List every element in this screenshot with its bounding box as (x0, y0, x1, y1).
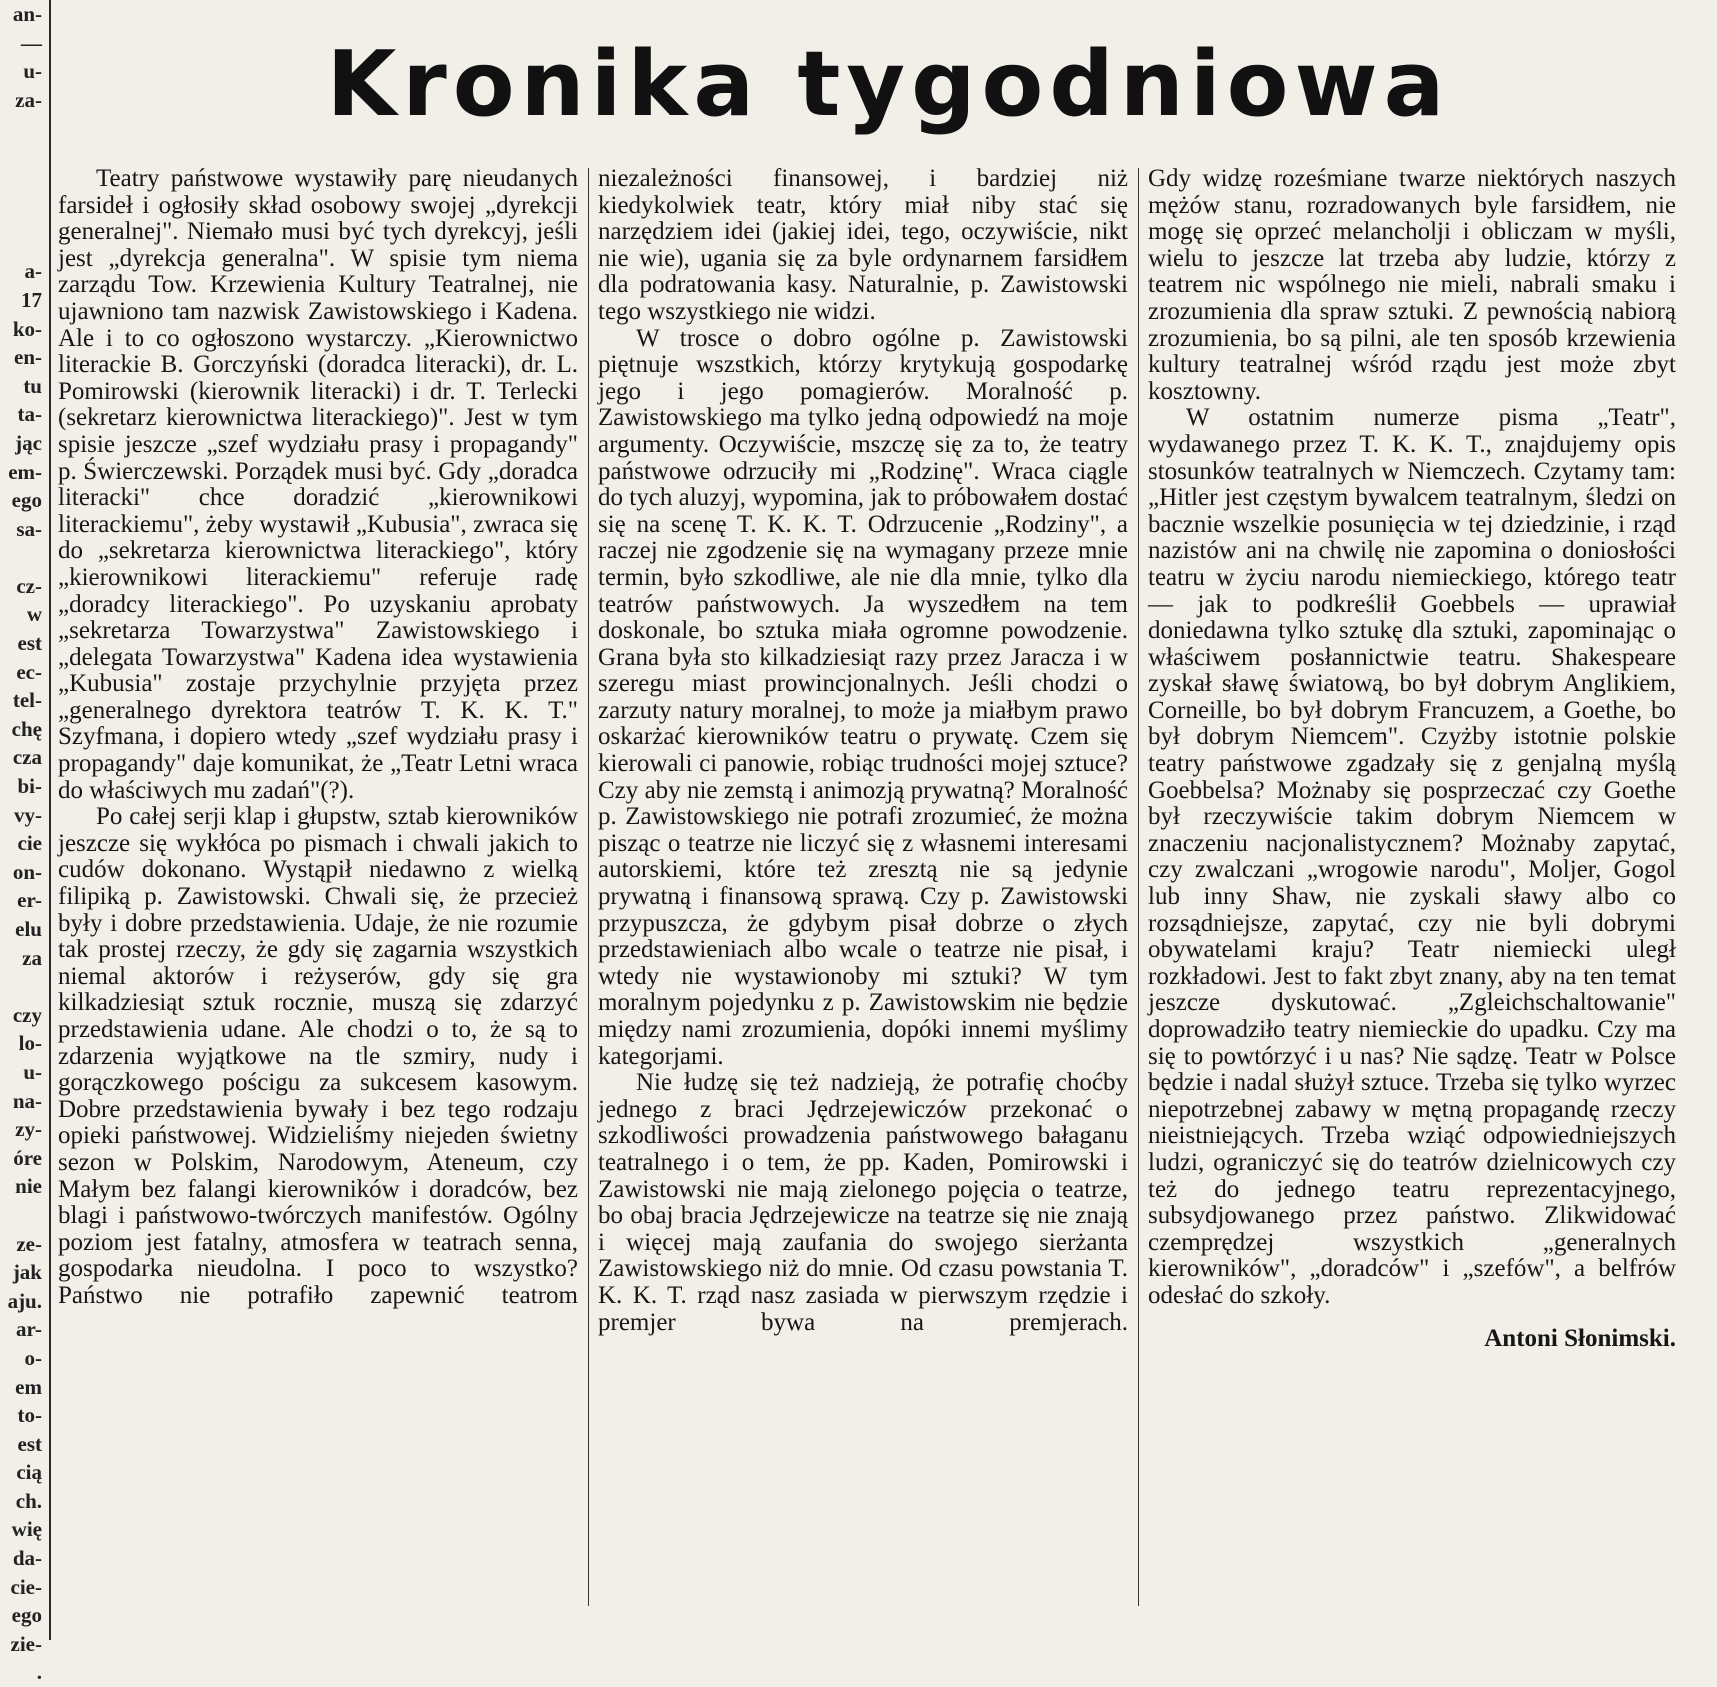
fragment-line: za (22, 945, 42, 970)
paragraph: Po całej serji klap i głupstw, sztab kierowników jeszcze się wykłóca po pismach i chwali jakich to cudów dokonano. Wystąpił niedawno z wielką filipiką p. Zawistowski. Chwali się, że przecież były i dobre przedstawienia. Udaje, że nie rozumie tak prostej rzeczy, że gdy się zagarnia wszystkich niemal aktorów i reżyserów, gdy się gra kilkadziesiąt sztuk rocznie, muszą się zdarzyć przedstawienia udane. Ale chodzi o to, że są to zdarzenia wyjątkowe na tle szmiry, nudy i gorączkowego pościgu za sukcesem kasowym. Dobre przedstawienia bywały i bez tego rodzaju opieki państwowej. Widzieliśmy niejeden świetny sezon w Polskim, Narodowym, Ateneum, czy Małym bez falangi kierowników i doradców, bez blagi i państwowo-twórczych manifestów. Ogólny poziom jest fatalny, atmosfera w teatrach senna, gospodarka nieudolna. I poco to wszystko? Państwo nie potrafiło zapewnić teatrom (58, 803, 578, 1309)
fragment-line: est (17, 1431, 42, 1456)
fragment-line: 17 (21, 287, 42, 312)
fragment-line (0, 972, 44, 1001)
fragment-line: . (36, 1660, 42, 1685)
fragment-line: czy (12, 1002, 42, 1027)
paragraph: niezależności finansowej, i bardziej niż kiedykolwiek teatr, który miał niby stać się narzędziem idei (jakiej idei, tego, oczywiście, nikt nie wie), ugania się za byle ordynarnem farsidłem dla podratowania kasy. Naturalnie, p. Zawistowski tego wszystkiego nie widzi. (598, 165, 1128, 325)
paragraph: Teatry państwowe wystawiły parę nieudanych farsideł i ogłosiły skład osobowy swojej „dyrekcji generalnej". Niemało musi być tych dyrekcyj, jeśli jest „dyrekcja generalna". W spisie tym niema zarządu Tow. Krzewienia Kultury Teatralnej, nie ujawniono tam nazwisk Zawistowskiego i Kadena. Ale i to co ogłoszono wystarczy. „Kierownictwo literackie B. Gorczyński (doradca literacki), dr. L. Pomirowski (kierownik literacki) i dr. T. Terlecki (sekretarz kierownictwa literackiego)". Jest w tym spisie jeszcze „szef wydziału prasy i propagandy" p. Świerczewski. Porządek musi być. Gdy „doradca literacki" chce doradzić „kierownikowi literackiemu", żeby wystawił „Kubusia", zwraca się do „sekretarza kierownictwa literackiego", który „kierownikowi literackiemu" referuje radę „doradcy literackiego". Po uzyskaniu aprobaty „sekretarza Towarzystwa" Zawistowskiego i „delegata Towarzystwa" Kadena idea wystawienia „Kubusia" zostaje przychylnie przyjęta przez „generalnego dyrektora teatrów T. K. K. T." Szyfmana, i dopiero wtedy „szef wydziału prasy i propagandy" daje komunikat, że „Teatr Letni wraca do właściwych mu zadań"(?). (58, 165, 578, 804)
paragraph: W ostatnim numerze pisma „Teatr", wydawanego przez T. K. K. T., znajdujemy opis stosunków teatralnych w Niemczech. Czytamy tam: „Hitler jest częstym bywalcem teatralnym, śledzi on bacznie wszelkie posunięcia w tej dziedzinie, i rząd nazistów ani na chwilę nie zapomina o doniosłości teatru w życiu narodu niemieckiego, którego teatr — jak to podkreślił Goebbels — uprawiał doniedawna tylko sztukę dla sztuki, zapominając o właściwem posłannictwie teatru. Shakespeare zyskał sławę światową, bo był dobrym Anglikiem, Corneille, bo był dobrym Francuzem, a Goethe, bo był dobrym Niemcem". Czyżby istotnie polskie teatry państwowe zgadzały się z genjalną myślą Goebbelsa? Możnaby się posprzeczać czy Goethe był rzeczywiście takim dobrym Niemcem w znaczeniu nacjonalistycznem? Możnaby zapytać, czy zwalczani „wrogowie narodu", Moljer, Gogol lub inny Shaw, nie zyskali sławy albo co rozsądniejsze, zapytać, czy nie byli dobrymi obywatelami kraju? Teatr niemiecki uległ rozkładowi. Jest to fakt zbyt znany, aby na ten temat jeszcze dyskutować. „Zgleichschaltowanie" doprowadziło teatry niemieckie do upadku. Czy ma się to powtórzyć i u nas? Nie sądzę. Teatr w Polsce będzie i nadal służył sztuce. Trzeba się tylko wyrzec niepotrzebnej zabawy w mętną propagandę rzeczy nieistniejących. Trzeba wziąć odpowiedniejszych ludzi, ograniczyć się do teatrów dzielnicowych czy też do jednego teatru reprezentacyjnego, subsydjowanego przez państwo. Zlikwidować czemprędzej wszystkich „generalnych kierowników", „doradców" i „szefów", a belfrów odesłać do szkoły. (1148, 404, 1676, 1309)
fragment-line: ego (11, 488, 42, 513)
fragment-line: lo- (18, 1031, 42, 1056)
fragment-line: u- (23, 59, 42, 84)
fragment-line: chę (11, 716, 42, 741)
fragment-line: — (21, 30, 42, 55)
fragment-line: on- (12, 859, 42, 884)
fragment-line (0, 1201, 44, 1230)
fragment-line (0, 143, 44, 172)
fragment-line: en- (14, 345, 42, 370)
fragment-line: cią (16, 1460, 42, 1485)
fragment-line: elu (15, 917, 42, 941)
fragment-line: cie (17, 831, 42, 856)
fragment-line: w (26, 602, 42, 627)
fragment-line: o- (24, 1345, 42, 1370)
page-title: Kronika tygodniowa (326, 32, 1451, 137)
column-divider (1138, 168, 1139, 1606)
fragment-line (0, 543, 44, 572)
fragment-line (0, 114, 44, 143)
fragment-line (0, 200, 44, 229)
fragment-line: jak (12, 1260, 42, 1285)
fragment-line: ar- (15, 1317, 42, 1342)
fragment-line: tel- (12, 688, 42, 713)
fragment-line: ze- (16, 1231, 42, 1256)
fragment-line: cie- (10, 1574, 42, 1599)
fragment-line: ta- (17, 402, 42, 427)
paragraph: Nie łudzę się też nadzieją, że potrafię choćby jednego z braci Jędrzejewiczów przekonać o szkodliwości prowadzenia państwowego bałaganu teatralnego i o tem, że pp. Kaden, Pomirowski i Zawistowski nie mają zielonego pojęcia o teatrze, bo obaj bracia Jędrzejewicze na teatrze się nie znają i więcej mają zaufania do swojego sierżanta Zawistowskiego niż do mnie. Od czasu powstania T. K. K. T. rząd nasz zasiada w pierwszym rzędzie i premjer bywa na premjerach. (598, 1069, 1128, 1336)
article-column-3 (1148, 166, 1676, 1352)
paragraph: Gdy widzę roześmiane twarze niektórych naszych mężów stanu, rozradowanych byle farsidłem, nie mogę się oprzeć melancholji i obliczam w myśli, wielu to jeszcze lat trzeba aby ludzie, którzy z teatrem nic wspólnego nie mieli, nabrali smaku i zrozumienia dla spraw sztuki. Z pewnością nabiorą zrozumienia, bo są pilni, ale ten sposób krzewienia kultury teatralnej wśród rządu jest może zbyt kosztowny. (1148, 165, 1676, 405)
column-divider-left (49, 0, 51, 1640)
fragment-line: ec- (16, 659, 42, 684)
fragment-line: to- (17, 1403, 42, 1428)
fragment-line: nie (15, 1174, 42, 1199)
fragment-line: ego (11, 1603, 42, 1628)
fragment-line: óre (13, 1145, 42, 1170)
fragment-line: ch. (15, 1488, 42, 1513)
fragment-line: er- (17, 888, 42, 913)
fragment-line: cz- (16, 573, 42, 598)
fragment-line: sa- (16, 516, 42, 541)
fragment-line: u- (23, 1059, 42, 1084)
paragraph: W trosce o dobro ogólne p. Zawistowski piętnuje wszstkich, którzy krytykują gospodarkę jego i jego pomagierów. Moralność p. Zawistowskiego ma tylko jedną odpowiedź na moje argumenty. Oczywiście, mszczę się za to, że teatry państwowe odrzuciły mi „Rodzinę". Wraca ciągle do tych aluzyj, wypomina, jak to próbowałem dostać się na scenę T. K. K. T. Odrzucenie „Rodziny", a raczej nie zgodzenie się na wymagany przeze mnie termin, było szkodliwe, ale nie dla mnie, tylko dla teatrów państwowych. Ja wyszedłem na tem doskonale, bo sztuka miała ogromne powodzenie. Grana była sto kilkadziesiąt razy przez Jaracza i w szeregu miast prowincjonalnych. Jeśli chodzi o zarzuty natury moralnej, to może ja miałbym prawo oskarżać kierowników teatru o prywatę. Czem się kierowali ci panowie, robiąc trudności mojej sztuce? Czy aby nie zemstą i animozją prywatną? Moralność p. Zawistowskiego nie potrafi zrozumieć, że można pisząc o teatrze nie liczyć się z własnemi interesami autorskiemi, które też zresztą nie są jedynie prywatną i finansową sprawą. Czy p. Zawistowski przypuszcza, że gdybym pisał dobrze o złych przedstawieniach albo wcale o teatrze nie pisał, i wtedy nie wystawionoby mi sztuki? W tym moralnym pojedynku z p. Zawistowskim nie będzie między nami zrozumienia, dopóki innemi myślimy kategorjami. (598, 324, 1128, 1070)
fragment-line (0, 229, 44, 258)
fragment-line: em- (8, 459, 42, 484)
fragment-line: an- (12, 2, 42, 26)
fragment-line: em (15, 1374, 42, 1399)
fragment-line: cza (12, 745, 42, 770)
fragment-line: na- (12, 1088, 42, 1113)
fragment-line: zie- (10, 1631, 42, 1656)
fragment-line: wię (11, 1517, 42, 1542)
fragment-line: bi- (17, 774, 42, 799)
fragment-line: da- (12, 1546, 42, 1571)
fragment-line: ko- (12, 316, 42, 341)
column-divider (588, 168, 589, 1606)
fragment-line: vy- (14, 802, 42, 827)
fragment-line (0, 172, 44, 201)
fragment-line: jąc (15, 430, 42, 455)
author-signature: Antoni Słonimski. (1484, 1324, 1676, 1352)
previous-column-fragment (0, 0, 44, 1685)
fragment-line: tu (23, 373, 42, 398)
article-column-2 (598, 166, 1128, 1336)
fragment-line: za- (15, 87, 42, 112)
article-column-1 (58, 166, 578, 1310)
fragment-line: aju. (7, 1288, 42, 1313)
fragment-line: a- (24, 259, 42, 284)
fragment-line: est (17, 631, 42, 656)
fragment-line: zy- (15, 1117, 42, 1142)
